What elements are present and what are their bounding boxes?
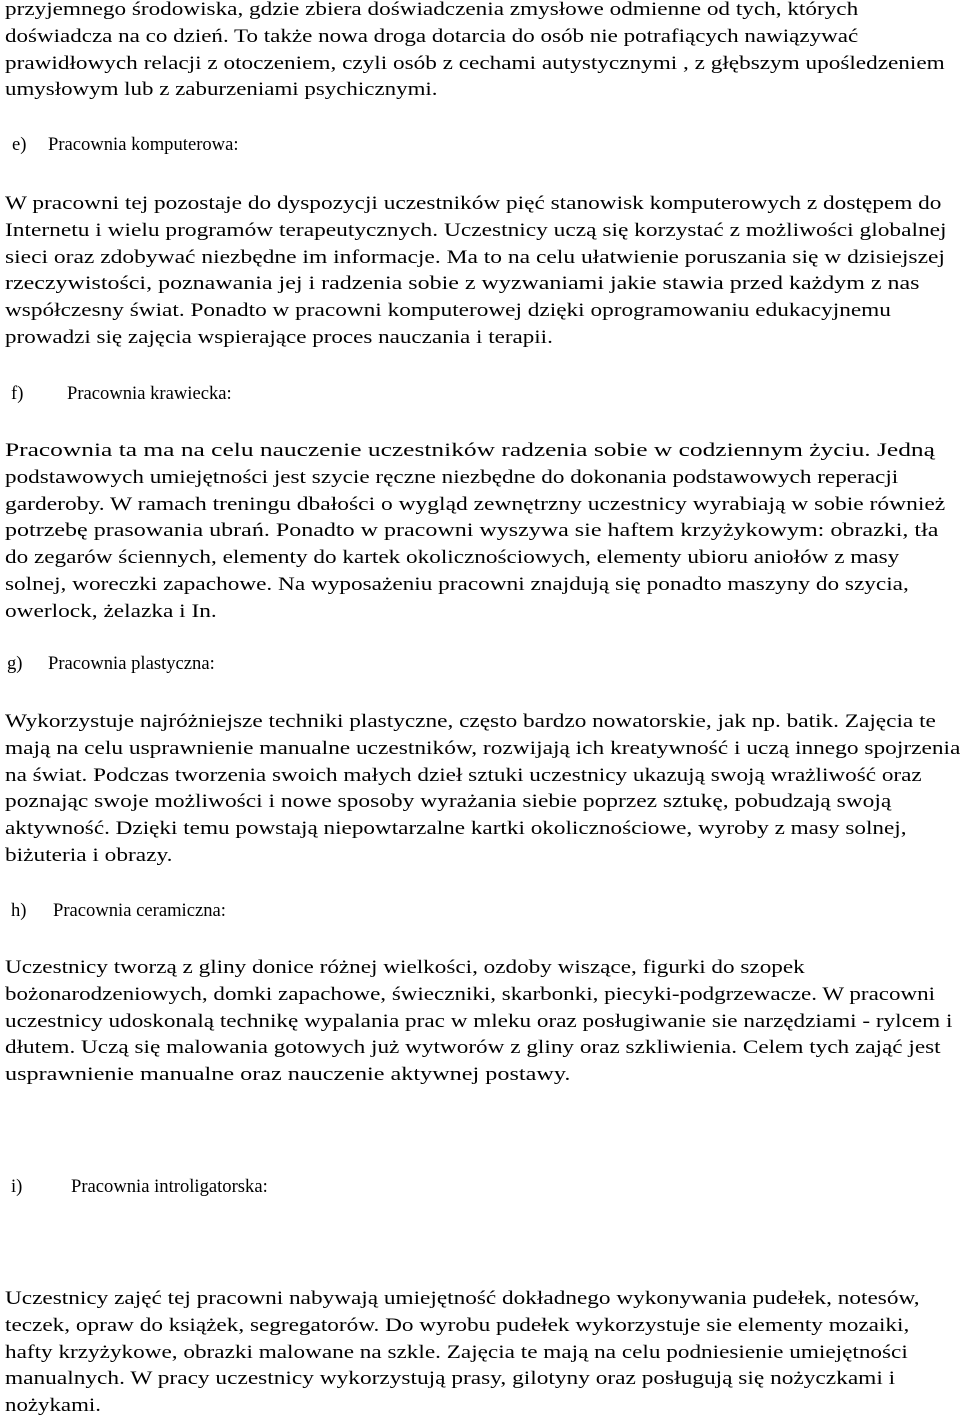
section-marker: e)	[12, 134, 27, 155]
paragraph-line: teczek, opraw do książek, segregatorów. Do wyrobu pudełek wykorzystuje sie elementy mozaiki,	[5, 1314, 910, 1336]
section-title: Pracownia introligatorska:	[71, 1176, 268, 1197]
section-title: Pracownia plastyczna:	[48, 653, 215, 674]
paragraph-line: manualnych. W pracy uczestnicy wykorzystują prasy, gilotyny oraz posługują się nożyczkami i	[5, 1368, 896, 1390]
paragraph-line: Pracownia ta ma na celu nauczenie uczestników radzenia sobie w codziennym życiu. Jedną	[5, 440, 935, 461]
paragraph-line: hafty krzyżykowe, obrazki malowane na szkle. Zajęcia te mają na celu podniesienie umiejętności	[5, 1341, 908, 1363]
section-marker: f)	[11, 383, 24, 404]
paragraph-line: dłutem. Uczą się malowania gotowych już wytworów z gliny oraz szkliwienia. Celem tych zająć jest	[5, 1037, 941, 1059]
paragraph-line: podstawowych umiejętności jest szycie ręczne niezbędne do dokonania podstawowych reperacji	[5, 466, 899, 488]
section-title: Pracownia ceramiczna:	[53, 900, 226, 921]
paragraph-line: biżuteria i obrazy.	[5, 845, 173, 866]
paragraph-line: garderoby. W ramach treningu dbałości o wygląd zewnętrzny uczestnicy wyrabiają w sobie również	[5, 493, 946, 515]
paragraph-line: przyjemnego środowiska, gdzie zbiera doświadczenia zmysłowe odmienne od tych, których	[5, 0, 859, 20]
paragraph-line: współczesny świat. Ponadto w pracowni komputerowej dzięki oprogramowaniu edukacyjnemu	[5, 300, 891, 322]
paragraph-line: Internetu i wielu programów terapeutycznych. Uczestnicy uczą się korzystać z możliwości globalnej	[5, 219, 947, 241]
paragraph-line: solnej, woreczki zapachowe. Na wyposażeniu pracowni znajdują się ponadto maszyny do szycia,	[5, 574, 909, 595]
paragraph-line: doświadcza na co dzień. To także nowa droga dotarcia do osób nie potrafiących nawiązywać	[5, 25, 859, 47]
paragraph-line: Wykorzystuje najróżniejsze techniki plastyczne, często bardzo nowatorskie, jak np. batik. Zajęcia te	[5, 711, 936, 732]
section-title: Pracownia krawiecka:	[67, 383, 232, 404]
paragraph-line: owerlock, żelazka i In.	[5, 600, 217, 622]
paragraph-line: rzeczywistości, poznawania jej i radzenia sobie z wyzwaniami jakie stawia przed każdym z nas	[5, 273, 920, 295]
paragraph-line: prowadzi się zajęcia wspierające proces nauczania i terapii.	[5, 327, 553, 348]
paragraph-line: do zegarów ściennych, elementy do kartek okolicznościowych, elementy ubioru aniołów z masy	[5, 547, 900, 569]
paragraph-line: bożonarodzeniowych, domki zapachowe, świeczniki, skarbonki, piecyki-podgrzewacze. W pracowni	[5, 983, 936, 1005]
paragraph-line: Uczestnicy zajęć tej pracowni nabywają umiejętność dokładnego wykonywania pudełek, notesów,	[5, 1288, 920, 1309]
paragraph-line: prawidłowych relacji z otoczeniem, czyli osób z cechami autystycznymi , z głębszym upośledzeniem	[5, 52, 945, 74]
section-title: Pracownia komputerowa:	[48, 134, 239, 155]
paragraph-line: nożykami.	[5, 1395, 101, 1417]
paragraph-line: aktywność. Dzięki temu powstają niepowtarzalne kartki okolicznościowe, wyroby z masy solnej,	[5, 818, 907, 840]
paragraph-line: potrzebę prasowania ubrań. Ponadto w pracowni wyszywa sie haftem krzyżykowym: obrazki, tła	[5, 520, 939, 542]
paragraph-line: usprawnienie manualne oraz nauczenie aktywnej postawy.	[5, 1064, 571, 1086]
section-marker: g)	[7, 653, 23, 674]
paragraph-line: poznając swoje możliwości i nowe sposoby wyrażania siebie poprzez sztukę, pobudzają swoją	[5, 791, 892, 813]
paragraph-line: na świat. Podczas tworzenia swoich małych dzieł sztuki uczestnicy ukazują swoją wrażliwość oraz	[5, 764, 922, 786]
paragraph-line: Uczestnicy tworzą z gliny donice różnej wielkości, ozdoby wiszące, figurki do szopek	[5, 957, 805, 978]
paragraph-line: mają na celu usprawnienie manualne uczestników, rozwijają ich kreatywność i uczą innego spojrzenia	[5, 737, 960, 759]
paragraph-line: W pracowni tej pozostaje do dyspozycji uczestników pięć stanowisk komputerowych z dostępem do	[5, 193, 942, 214]
paragraph-line: umysłowym lub z zaburzeniami psychicznymi.	[5, 79, 438, 101]
section-marker: i)	[11, 1176, 23, 1197]
paragraph-line: sieci oraz zdobywać niezbędne im informacje. Ma to na celu ułatwienie poruszania się w dzisiejszej	[5, 246, 945, 268]
section-marker: h)	[11, 900, 27, 921]
paragraph-line: uczestnicy udoskonalą technikę wypalania prac w mleku oraz posługiwanie sie narzędziami - rylcem i	[5, 1010, 953, 1032]
